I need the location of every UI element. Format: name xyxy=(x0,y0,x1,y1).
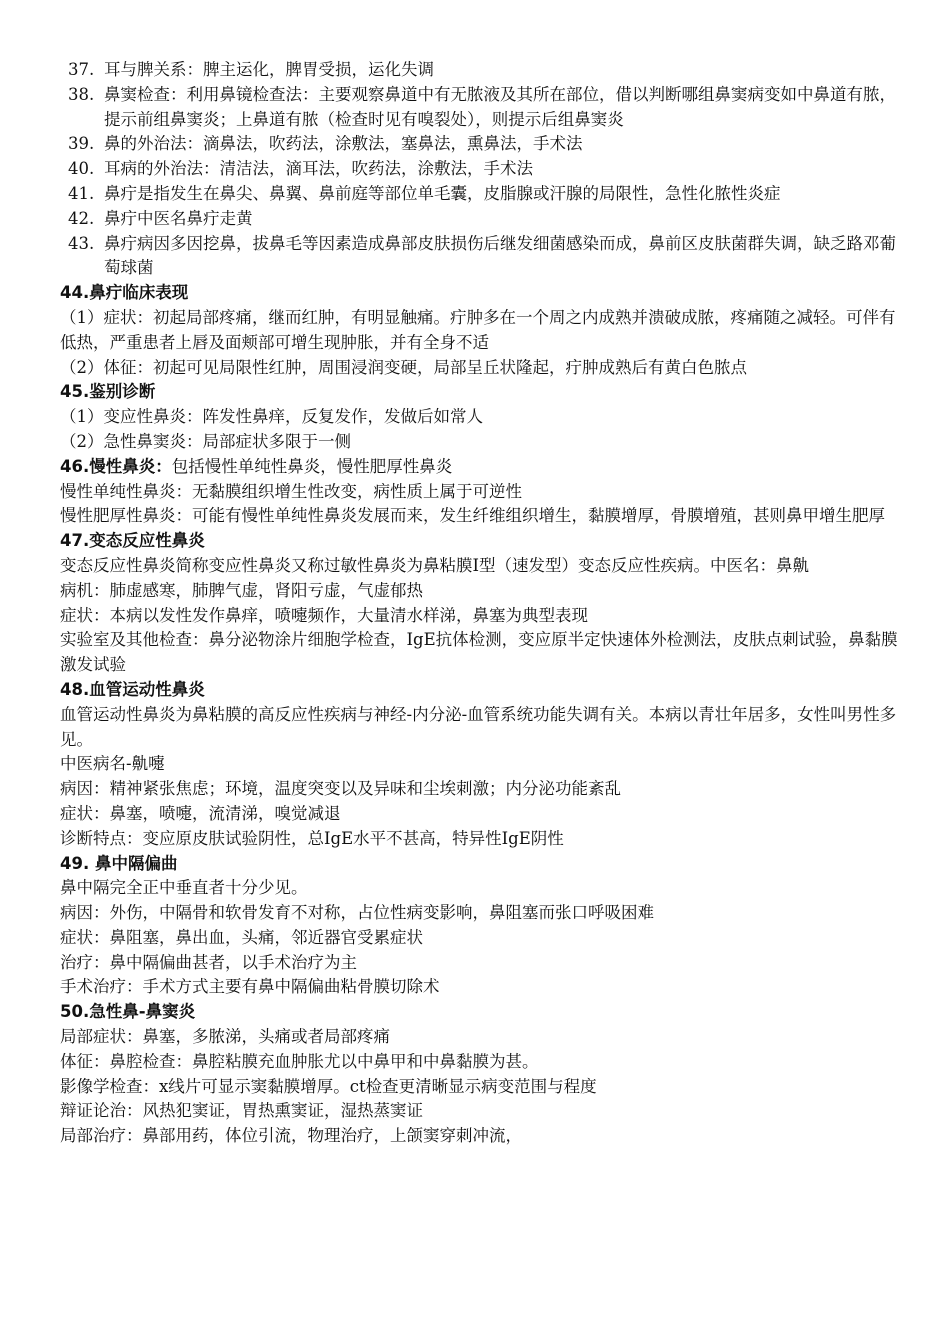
section-heading-46 xyxy=(60,455,900,480)
list-item xyxy=(60,132,900,157)
list-text: 耳病的外治法：清洁法，滴耳法，吹药法，涂敷法，手术法 xyxy=(104,159,533,179)
list-item xyxy=(60,157,900,182)
paragraph: （1）变应性鼻炎：阵发性鼻痒，反复发作，发做后如常人 xyxy=(60,407,483,427)
paragraph: 症状：鼻塞，喷嚏，流清涕，嗅觉减退 xyxy=(60,803,341,823)
heading-definition: 包括慢性单纯性鼻炎，慢性肥厚性鼻炎 xyxy=(171,456,453,476)
list-text: 鼻疔是指发生在鼻尖、鼻翼、鼻前庭等部位单毛囊，皮脂腺或汗腺的局限性，急性化脓性炎症 xyxy=(104,183,781,203)
list-number: 41. xyxy=(68,183,95,203)
paragraph: 病机：肺虚感寒，肺脾气虚，肾阳亏虚，气虚郁热 xyxy=(60,580,423,600)
paragraph: 慢性单纯性鼻炎：无黏膜组织增生性改变，病性质上属于可逆性 xyxy=(60,481,522,501)
list-number: 37. xyxy=(68,60,95,79)
section-heading-47: 47.变态反应性鼻炎 xyxy=(60,531,205,551)
paragraph: 慢性肥厚性鼻炎：可能有慢性单纯性鼻炎发展而来，发生纤维组织增生，黏膜增厚，骨膜增殖，甚则鼻甲增生肥厚 xyxy=(60,506,885,526)
list-number: 40. xyxy=(68,159,95,179)
section-heading-44: 44.鼻疔临床表现 xyxy=(60,283,189,303)
section-heading-45: 45.鉴别诊断 xyxy=(60,382,156,402)
paragraph: 中医病名-鼽嚏 xyxy=(60,754,165,774)
numbered-list xyxy=(60,58,900,281)
paragraph: 治疗：鼻中隔偏曲甚者，以手术治疗为主 xyxy=(60,952,357,972)
list-number: 42. xyxy=(68,208,95,228)
paragraph: 病因：外伤，中隔骨和软骨发育不对称，占位性病变影响，鼻阻塞而张口呼吸困难 xyxy=(60,903,654,923)
list-text: 鼻窦检查：利用鼻镜检查法：主要观察鼻道中有无脓液及其所在部位，借以判断哪组鼻窦病变如中鼻道有脓，提示前组鼻窦炎；上鼻道有脓（检查时见有嗅裂处），则提示后组鼻窦炎 xyxy=(104,84,896,129)
paragraph: 诊断特点：变应原皮肤试验阴性，总IgE水平不甚高，特异性IgE阴性 xyxy=(60,828,564,848)
list-item xyxy=(60,58,900,83)
section-heading-48: 48.血管运动性鼻炎 xyxy=(60,679,205,699)
paragraph: 症状：本病以发性发作鼻痒，喷嚏频作，大量清水样涕，鼻塞为典型表现 xyxy=(60,605,588,625)
paragraph: 变态反应性鼻炎简称变应性鼻炎又称过敏性鼻炎为鼻粘膜Ⅰ型（速发型）变态反应性疾病。中医名：鼻鼽 xyxy=(60,555,810,575)
paragraph: 辩证论治：风热犯窦证，胃热熏窦证，湿热蒸窦证 xyxy=(60,1101,423,1121)
section-heading-49: 49. 鼻中隔偏曲 xyxy=(60,853,178,873)
list-item xyxy=(60,207,900,232)
document-page xyxy=(60,58,900,1149)
list-text: 耳与脾关系：脾主运化，脾胃受损，运化失调 xyxy=(104,60,434,79)
paragraph: （2）体征：初起可见局限性红肿，周围浸润变硬，局部呈丘状隆起，疔肿成熟后有黄白色脓点 xyxy=(60,357,747,377)
paragraph: 鼻中隔完全正中垂直者十分少见。 xyxy=(60,878,308,898)
paragraph: 实验室及其他检查：鼻分泌物涂片细胞学检查，IgE抗体检测，变应原半定快速体外检测法，皮肤点刺试验，鼻黏膜激发试验 xyxy=(60,630,898,675)
heading-label: 46.慢性鼻炎： xyxy=(60,456,172,476)
paragraph: 症状：鼻阻塞，鼻出血，头痛，邻近器官受累症状 xyxy=(60,927,423,947)
list-item xyxy=(60,83,900,133)
paragraph: 病因：精神紧张焦虑；环境，温度突变以及异味和尘埃刺激；内分泌功能紊乱 xyxy=(60,779,621,799)
list-item xyxy=(60,232,900,282)
paragraph: 体征：鼻腔检查：鼻腔粘膜充血肿胀尤以中鼻甲和中鼻黏膜为甚。 xyxy=(60,1051,539,1071)
paragraph: 影像学检查：x线片可显示窦黏膜增厚。ct检查更清晰显示病变范围与程度 xyxy=(60,1076,597,1096)
list-item xyxy=(60,182,900,207)
paragraph: （2）急性鼻窦炎：局部症状多限于一侧 xyxy=(60,431,351,451)
paragraph: 局部症状：鼻塞，多脓涕，头痛或者局部疼痛 xyxy=(60,1027,390,1047)
list-text: 鼻疔中医名鼻疔走黄 xyxy=(104,208,253,228)
paragraph: 手术治疗：手术方式主要有鼻中隔偏曲粘骨膜切除术 xyxy=(60,977,440,997)
list-number: 43. xyxy=(68,233,95,253)
list-number: 38. xyxy=(68,84,95,104)
paragraph: 血管运动性鼻炎为鼻粘膜的高反应性疾病与神经-内分泌-血管系统功能失调有关。本病以青壮年居多，女性叫男性多见。 xyxy=(60,704,897,749)
list-text: 鼻疔病因多因挖鼻，拔鼻毛等因素造成鼻部皮肤损伤后继发细菌感染而成，鼻前区皮肤菌群失调，缺乏路邓葡萄球菌 xyxy=(104,233,896,278)
paragraph: 局部治疗：鼻部用药，体位引流，物理治疗，上颌窦穿刺冲流， xyxy=(60,1126,522,1146)
paragraph: （1）症状：初起局部疼痛，继而红肿，有明显触痛。疔肿多在一个周之内成熟并溃破成脓，疼痛随之减轻。可伴有低热，严重患者上唇及面颊部可增生现肿胀，并有全身不适 xyxy=(60,307,896,352)
list-text: 鼻的外治法：滴鼻法，吹药法，涂敷法，塞鼻法，熏鼻法，手术法 xyxy=(104,134,583,154)
section-heading-50: 50.急性鼻-鼻窦炎 xyxy=(60,1002,196,1022)
list-number: 39. xyxy=(68,134,95,154)
